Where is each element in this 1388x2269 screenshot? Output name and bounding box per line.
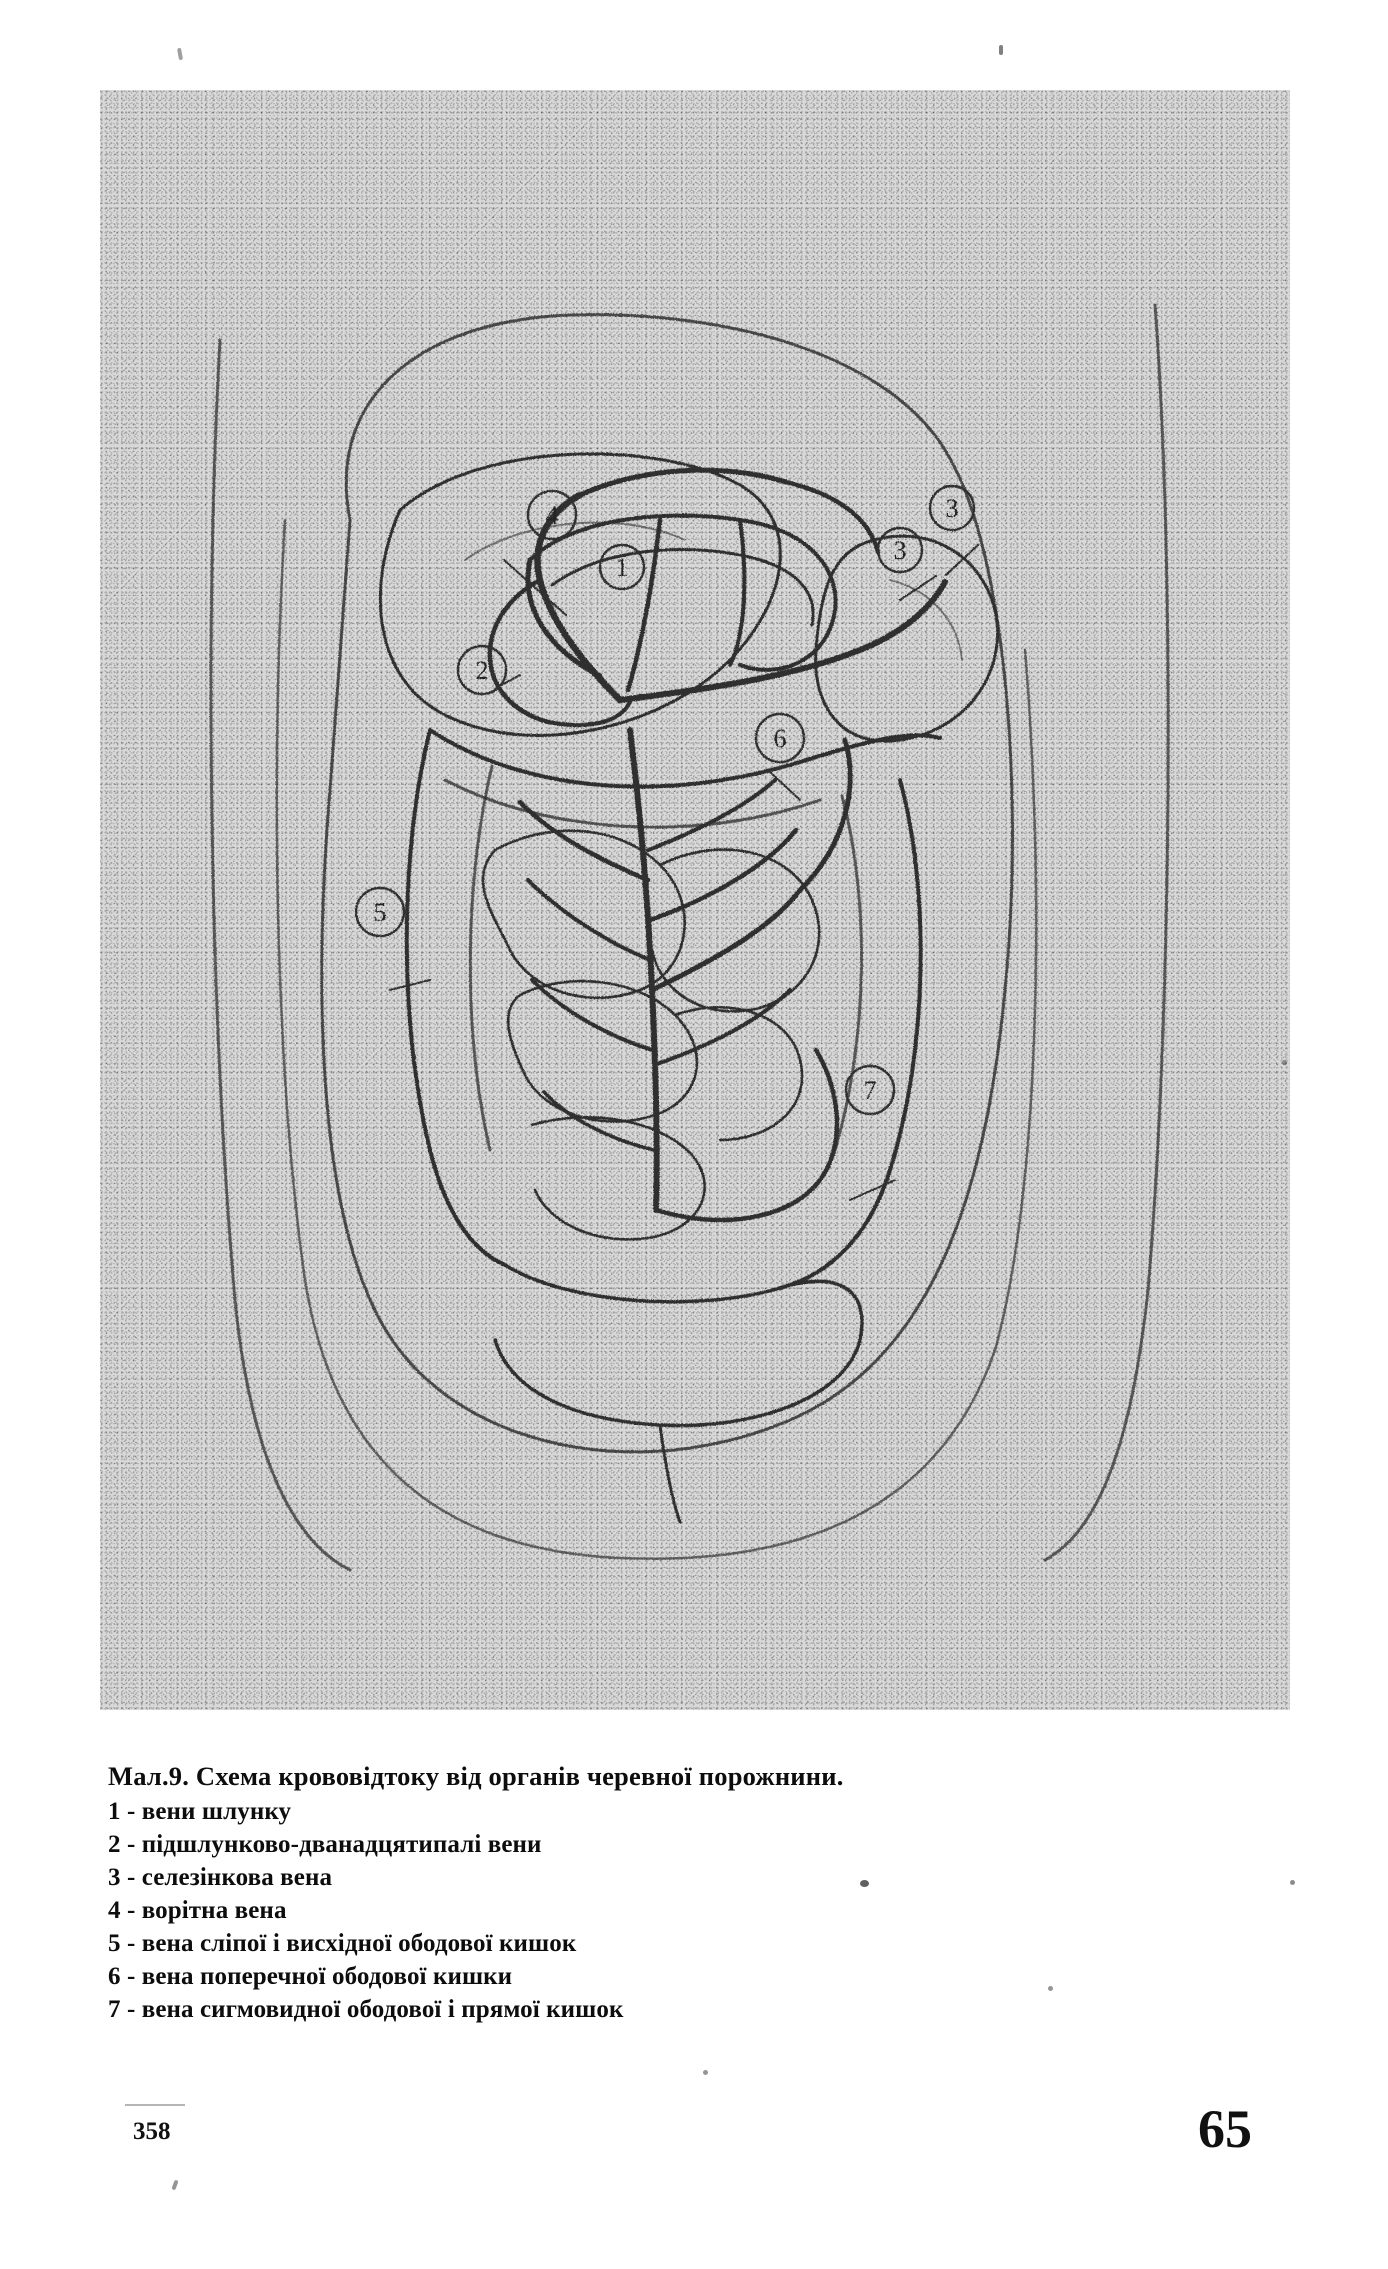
figure-image xyxy=(100,90,1290,1710)
figure-legend-item-1: 1 - вени шлунку xyxy=(108,1798,292,1825)
scan-speck xyxy=(860,1880,869,1887)
grain-overlay xyxy=(100,90,1290,1710)
scan-speck xyxy=(703,2070,708,2075)
scan-speck xyxy=(999,45,1003,55)
figure-caption-title: Мал.9. Схема крововідтоку від органів черевної порожнини. xyxy=(108,1761,844,1791)
scan-speck xyxy=(1290,1880,1295,1885)
callout-label-6: 6 xyxy=(773,724,787,753)
figure-caption-block xyxy=(108,1760,1208,2026)
figure-legend-item-5: 5 - вена сліпої і висхідної ободової кишок xyxy=(108,1930,577,1957)
abdominal-venous-drainage-diagram xyxy=(100,90,1290,1710)
figure-legend-item-4: 4 - ворітна вена xyxy=(108,1897,287,1924)
callout-label-5: 5 xyxy=(373,898,387,927)
callout-label-3: 3 xyxy=(893,536,907,565)
callout-label-7: 7 xyxy=(863,1076,877,1105)
figure-legend-item-7: 7 - вена сигмовидної ободової і прямої кишок xyxy=(108,1996,624,2023)
figure-legend-item-2: 2 - підшлунково-дванадцятипалі вени xyxy=(108,1831,542,1858)
callout-label-1: 1 xyxy=(615,553,629,582)
callout-label-2: 2 xyxy=(475,656,489,685)
figure-legend-item-6: 6 - вена поперечної ободової кишки xyxy=(108,1963,513,1990)
scan-speck xyxy=(177,48,183,61)
scan-speck xyxy=(1048,1986,1053,1991)
scan-speck xyxy=(171,2180,178,2191)
figure-legend-item-3: 3 - селезінкова вена xyxy=(108,1864,333,1891)
scan-line-mark xyxy=(125,2104,185,2106)
page-number-right: 65 xyxy=(1198,2099,1252,2159)
page-number-left: 358 xyxy=(133,2118,171,2145)
callout-label-4: 4 xyxy=(545,501,559,530)
scan-speck xyxy=(1282,1060,1287,1065)
callout-label-3b: 3 xyxy=(945,494,959,523)
